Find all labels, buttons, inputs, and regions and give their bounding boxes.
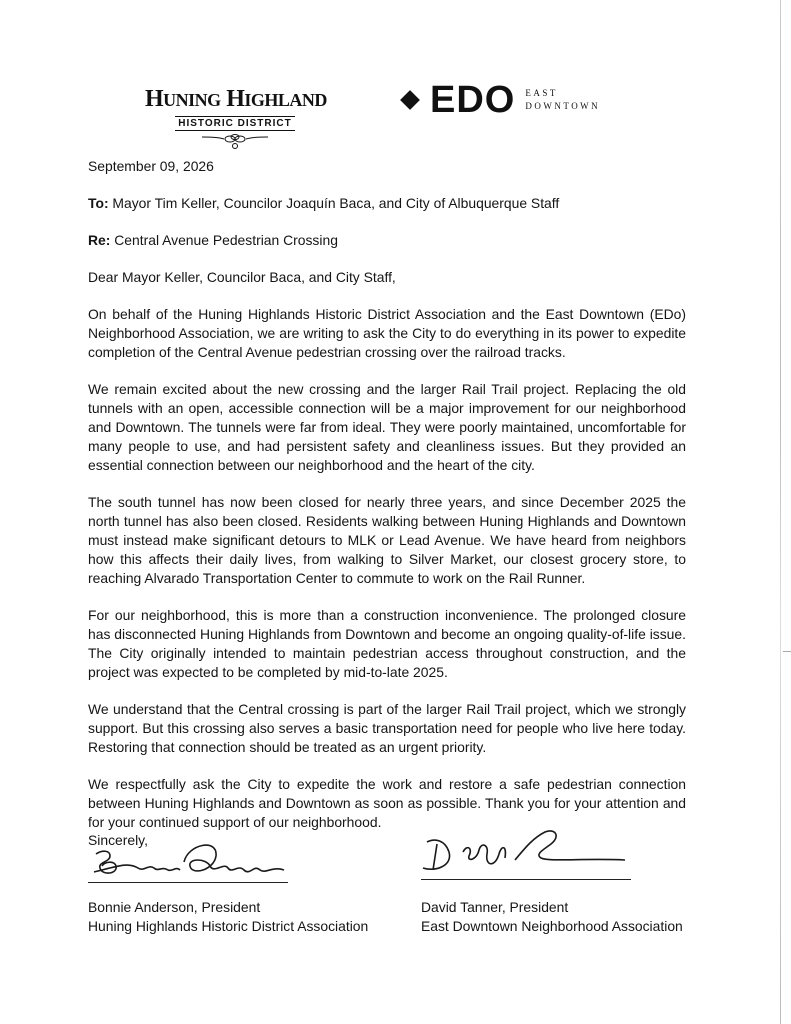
signer-name-title: Bonnie Anderson, President <box>88 899 261 915</box>
edo-tag-downtown: DOWNTOWN <box>525 101 601 111</box>
signer-block-right <box>421 898 683 936</box>
signer-organization: Huning Highlands Historic District Association <box>88 918 369 934</box>
re-subject: Central Avenue Pedestrian Crossing <box>110 232 338 248</box>
signer-organization: East Downtown Neighborhood Association <box>421 918 683 934</box>
to-label: To: <box>88 195 109 211</box>
re-label: Re: <box>88 232 111 248</box>
huning-logo-part-1: UNING <box>163 90 221 110</box>
to-recipients: Mayor Tim Keller, Councilor Joaquín Baca, and City of Albuquerque Staff <box>108 195 560 211</box>
huning-logo-subtitle: HISTORIC DISTRICT <box>175 116 294 131</box>
diamond-icon <box>400 90 420 110</box>
paragraph-4: For our neighborhood, this is more than a construction inconvenience. The prolonged closure has disconnected Huning Highlands from Downtown and become an ongoing quality-of-life issue. The City originally intended to maintain pedestrian access throughout construction, and the project was expected to be completed by mid-to-late 2025. <box>88 607 686 680</box>
scan-tick-mark <box>783 651 791 652</box>
signer-block-left <box>88 898 368 936</box>
paragraph-5: We understand that the Central crossing is part of the larger Rail Trail project, which we strongly support. But this crossing also serves a basic transportation need for people who live here today. Restoring that connection should be treated as an urgent priority. <box>88 701 686 755</box>
signature-line-right <box>421 879 631 880</box>
ornament-icon <box>200 132 270 150</box>
signature-line-left <box>88 882 288 883</box>
huning-logo-wordmark <box>145 86 325 113</box>
huning-logo-letter-1: H <box>145 86 164 112</box>
edo-tag-east: EAST <box>525 88 558 98</box>
paragraph-6: We respectfully ask the City to expedite the work and restore a safe pedestrian connection between Huning Highlands and Downtown as soon as possible. Thank you for your attention and for your continued support of our neighborhood. <box>88 776 686 830</box>
salutation: Dear Mayor Keller, Councilor Baca, and City Staff, <box>88 269 396 285</box>
letter-body <box>88 157 686 850</box>
letter-date: September 09, 2026 <box>88 158 214 174</box>
scan-edge <box>780 0 781 1024</box>
closing: Sincerely, <box>88 832 148 848</box>
paragraph-2: We remain excited about the new crossing and the larger Rail Trail project. Replacing the old tunnels with an open, accessible connection will be a major improvement for our neighborhood and Downtown. The tunnels were far from ideal. They were poorly maintained, uncomfortable for many people to use, and had persistent safety and cleanliness issues. But they provided an essential connection between our neighborhood and the heart of the city. <box>88 381 686 473</box>
david-tanner-signature <box>415 818 635 878</box>
paragraph-3: The south tunnel has now been closed for nearly three years, and since December 2025 the north tunnel has also been closed. Residents walking between Huning Highlands and Downtown must instead make significant detours to MLK or Lead Avenue. We have heard from neighbors how this affects their daily lives, from walking to Silver Market, our closest grocery store, to reaching Alvarado Transportation Center to commute to work on the Rail Runner. <box>88 494 686 586</box>
paragraph-1: On behalf of the Huning Highlands Historic District Association and the East Downtown (EDo) Neighborhood Association, we are writing to ask the City to do everything in its power to expedite completion of the Central Avenue pedestrian crossing over the railroad tracks. <box>88 306 686 360</box>
huning-highland-logo <box>145 86 325 150</box>
bonnie-anderson-signature <box>88 832 298 882</box>
edo-logo <box>403 80 600 120</box>
edo-logo-wordmark: EDO <box>430 79 516 121</box>
huning-logo-letter-2: H <box>220 86 245 112</box>
edo-logo-tagline <box>525 87 600 113</box>
re-line <box>88 231 686 250</box>
signer-name-title: David Tanner, President <box>421 899 569 915</box>
huning-logo-part-2: IGHLAND <box>244 90 327 110</box>
to-line <box>88 194 686 213</box>
